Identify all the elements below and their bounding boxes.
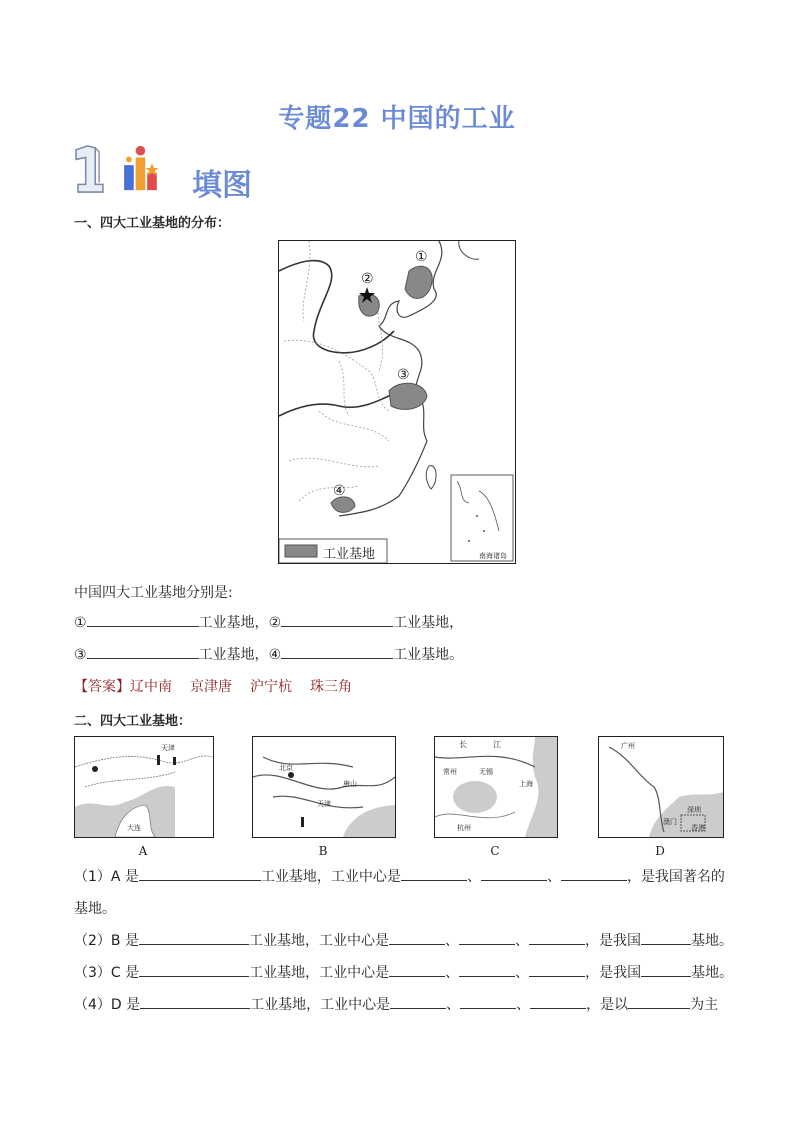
- q2-sep: 、: [514, 933, 529, 949]
- answer-label: 【答案】: [74, 679, 130, 695]
- q1-mid: 工业基地，工业中心是: [260, 869, 401, 885]
- q1-tail: ，是我国著名的: [626, 869, 725, 885]
- q3-blank-center3[interactable]: [529, 962, 585, 977]
- question-1-cont: 基地。: [74, 901, 116, 917]
- map-c-label: 上海: [519, 780, 533, 788]
- q3-tail: ，是我国: [585, 965, 642, 981]
- q3-sep: 、: [515, 965, 530, 981]
- map-c: [434, 736, 558, 838]
- map-a-label: 天津: [161, 744, 175, 752]
- map-b-label: 唐山: [343, 780, 357, 788]
- q3-sep: 、: [445, 965, 460, 981]
- q4-mid: 工业基地，工业中心是: [250, 997, 391, 1013]
- q1-blank-center3[interactable]: [561, 866, 627, 881]
- inset-label: 南海诸岛: [479, 552, 507, 560]
- suffix-4: 工业基地。: [393, 647, 464, 663]
- map-d-label: 广州: [621, 742, 635, 750]
- map-c-label: 杭州: [457, 824, 471, 832]
- blank-3[interactable]: [87, 644, 199, 659]
- china-east-map-drawing: [279, 241, 515, 563]
- q2-blank-center2[interactable]: [459, 930, 515, 945]
- map-b-label: 天津: [317, 800, 331, 808]
- q4-blank-center2[interactable]: [460, 994, 516, 1009]
- q1-prefix: （1）A 是: [74, 869, 139, 885]
- suffix-2: 工业基地，: [393, 615, 464, 631]
- label-2: ②: [268, 615, 282, 631]
- question-4: [74, 994, 718, 1014]
- page-title: 专题22 中国的工业: [278, 104, 516, 134]
- map-d-label: 香港: [691, 824, 705, 832]
- map-d-label: 深圳: [687, 806, 701, 814]
- q4-blank-type[interactable]: [628, 994, 690, 1009]
- q2-tail: ，是我国: [584, 933, 641, 949]
- q2-end: 基地。: [690, 933, 733, 949]
- map-a-label: 大连: [127, 824, 141, 832]
- q2-blank-type[interactable]: [641, 930, 691, 945]
- map-d: [598, 736, 724, 838]
- chart-badge-icon: [72, 144, 182, 194]
- industrial-area-1: [405, 266, 432, 298]
- q2-blank-center3[interactable]: [529, 930, 585, 945]
- q4-blank-center3[interactable]: [530, 994, 586, 1009]
- marker-2: ②: [361, 271, 374, 287]
- map-d-caption: D: [655, 844, 665, 858]
- blank-1[interactable]: [87, 612, 199, 627]
- q4-sep: 、: [446, 997, 461, 1013]
- q3-end: 基地。: [691, 965, 734, 981]
- question-3: [74, 962, 733, 982]
- q3-blank-center1[interactable]: [389, 962, 445, 977]
- q3-blank-center2[interactable]: [459, 962, 515, 977]
- q4-blank-base[interactable]: [140, 994, 250, 1009]
- map-b-caption: B: [318, 844, 328, 858]
- map-legend-label: 工业基地: [323, 547, 376, 562]
- map-c-label: 无锡: [479, 768, 493, 776]
- q1-sep: 、: [546, 869, 561, 885]
- marker-4: ④: [333, 483, 346, 499]
- map-d-label: 澳门: [663, 818, 677, 826]
- industrial-area-4: [331, 497, 355, 513]
- map-a-caption: A: [138, 844, 148, 858]
- q4-blank-center1[interactable]: [390, 994, 446, 1009]
- answer-line: [74, 676, 370, 696]
- suffix-3: 工业基地，: [198, 647, 269, 663]
- q1-blank-center1[interactable]: [401, 866, 467, 881]
- label-1: ①: [74, 615, 87, 631]
- part1-question: 中国四大工业基地分别是:: [74, 585, 233, 601]
- label-3: ③: [74, 647, 87, 663]
- q4-sep: 、: [516, 997, 531, 1013]
- map-b: [252, 736, 396, 838]
- label-4: ④: [268, 647, 282, 663]
- q1-blank-base[interactable]: [139, 866, 261, 881]
- map-c-caption: C: [490, 844, 500, 858]
- blank-4[interactable]: [281, 644, 393, 659]
- q4-end: 为主: [690, 997, 719, 1013]
- marker-3: ③: [397, 367, 410, 383]
- map-c-label: 长: [459, 740, 467, 749]
- question-2: [74, 930, 733, 950]
- q3-mid: 工业基地，工业中心是: [249, 965, 390, 981]
- q1-sep: 、: [466, 869, 481, 885]
- blank-line-2: [74, 644, 463, 664]
- industrial-bases-map: [278, 240, 516, 564]
- section-label: 填图: [192, 168, 252, 203]
- q2-blank-center1[interactable]: [389, 930, 445, 945]
- answer-item: 沪宁杭: [250, 679, 292, 695]
- q1-blank-center2[interactable]: [481, 866, 547, 881]
- blank-2[interactable]: [281, 612, 393, 627]
- map-c-label: 常州: [443, 768, 457, 776]
- q3-blank-type[interactable]: [641, 962, 691, 977]
- q4-prefix: （4）D 是: [74, 997, 141, 1013]
- map-b-label: 北京: [279, 764, 293, 772]
- q2-prefix: （2）B 是: [74, 933, 139, 949]
- number-one-icon: [76, 146, 103, 192]
- q4-tail: ，是以: [586, 997, 629, 1013]
- q3-blank-base[interactable]: [139, 962, 249, 977]
- suffix-1: 工业基地，: [198, 615, 269, 631]
- blank-line-1: [74, 612, 463, 632]
- industrial-area-3: [389, 383, 427, 409]
- map-c-label: 江: [493, 740, 501, 749]
- part2-heading: 二、四大工业基地：: [74, 714, 192, 729]
- marker-1: ①: [415, 249, 428, 265]
- podium-icon: [124, 146, 159, 190]
- q2-sep: 、: [444, 933, 459, 949]
- part1-heading: 一、四大工业基地的分布：: [74, 216, 231, 231]
- q2-blank-base[interactable]: [139, 930, 249, 945]
- q2-mid: 工业基地，工业中心是: [248, 933, 389, 949]
- answer-item: 京津唐: [190, 679, 232, 695]
- q3-prefix: （3）C 是: [74, 965, 140, 981]
- answer-item: 珠三角: [310, 679, 352, 695]
- answer-item: 辽中南: [130, 679, 172, 695]
- question-1: [74, 866, 725, 886]
- map-a: [74, 736, 214, 838]
